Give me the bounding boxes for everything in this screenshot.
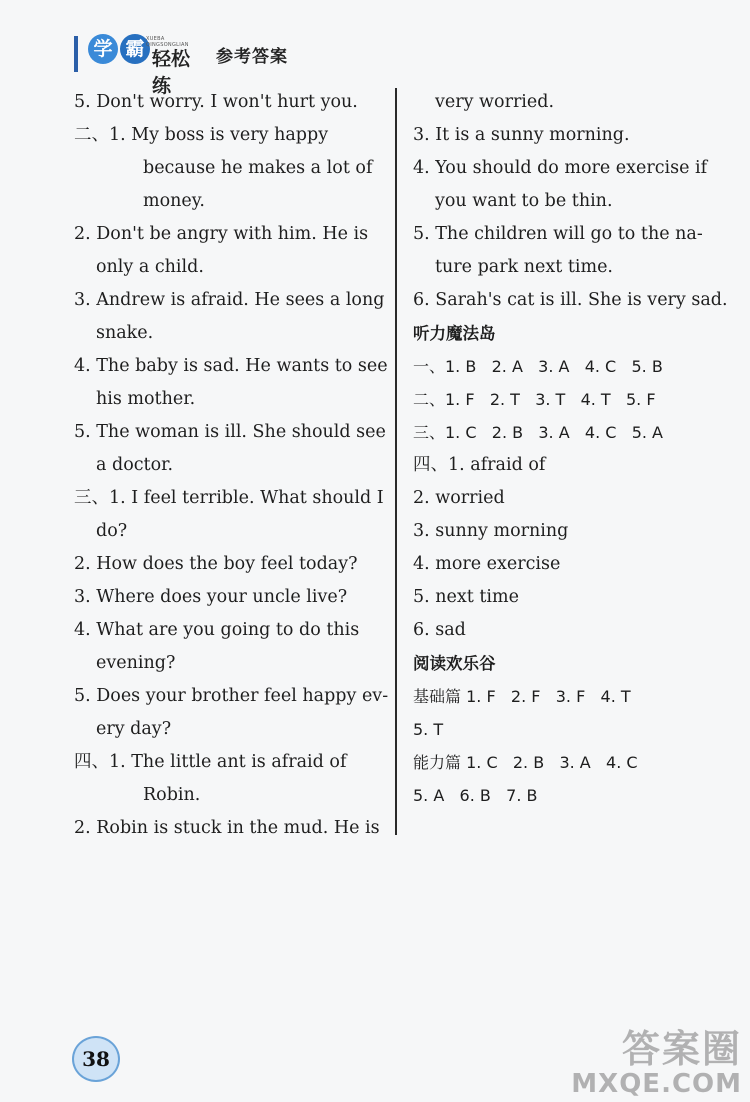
- answer-line: 二、1. My boss is very happy: [74, 125, 329, 145]
- answer-line: very worried.: [435, 92, 555, 112]
- answer-line: evening?: [96, 653, 176, 673]
- answer-key-line: 5. T: [413, 720, 444, 739]
- answer-line: 2. Robin is stuck in the mud. He is: [74, 818, 380, 838]
- page-header: [74, 34, 288, 97]
- answer-item: [74, 614, 380, 647]
- answer-line: do?: [96, 521, 128, 541]
- answer-item: [74, 746, 380, 779]
- answer-item: [74, 647, 380, 680]
- answer-line: you want to be thin.: [435, 191, 613, 211]
- answer-item: [74, 350, 388, 383]
- answer-item: [74, 779, 380, 812]
- section-heading: 听力魔法岛: [413, 324, 496, 343]
- answer-line: 6. sad: [413, 620, 466, 640]
- answer-line: 3. It is a sunny morning.: [413, 125, 630, 145]
- answer-item: [74, 284, 385, 317]
- answer-item: [74, 251, 380, 284]
- right-column: [413, 86, 728, 812]
- answer-item: [74, 482, 384, 515]
- answer-line: 2. How does the boy feel today?: [74, 554, 358, 574]
- answer-key-line: 能力篇 1. C 2. B 3. A 4. C: [413, 753, 638, 772]
- answer-key-line: 5. A 6. B 7. B: [413, 786, 538, 805]
- answer-line: 5. Don't worry. I won't hurt you.: [74, 92, 358, 112]
- answer-line: 3. Where does your uncle live?: [74, 587, 348, 607]
- answer-item: [74, 581, 380, 614]
- column-divider: [395, 88, 397, 835]
- answer-line: 4. more exercise: [413, 554, 561, 574]
- answer-line: because he makes a lot of: [143, 158, 373, 178]
- logo-char-2: 霸: [120, 34, 150, 64]
- logo-subtitle: XUEBA QINGSONGLIAN: [146, 36, 189, 48]
- answer-line: 4. What are you going to do this: [74, 620, 360, 640]
- answer-key-line: 二、1. F 2. T 3. T 4. T 5. F: [413, 390, 656, 409]
- logo-char-1: 学: [88, 34, 118, 64]
- answer-line: 3. sunny morning: [413, 521, 569, 541]
- book-logo: [84, 34, 206, 97]
- answer-item: [74, 152, 380, 218]
- answer-line: 4. You should do more exercise if: [413, 158, 708, 178]
- left-column: [74, 86, 389, 845]
- answer-line: 6. Sarah's cat is ill. She is very sad.: [413, 290, 728, 310]
- answer-line: a doctor.: [96, 455, 174, 475]
- answer-item: [74, 548, 380, 581]
- watermark-en: MXQE.COM: [571, 1069, 742, 1099]
- answer-line: 5. The woman is ill. She should see: [74, 422, 386, 442]
- answer-line: his mother.: [96, 389, 196, 409]
- answer-line: 四、1. The little ant is afraid of: [74, 752, 347, 772]
- logo-main-text: 轻松练: [152, 48, 191, 97]
- answer-line: 4. The baby is sad. He wants to see: [74, 356, 388, 376]
- answer-line: only a child.: [96, 257, 204, 277]
- section-heading: 阅读欢乐谷: [413, 654, 496, 673]
- answer-line: 5. The children will go to the na-: [413, 224, 703, 244]
- site-watermark: [571, 1018, 742, 1099]
- answer-key-line: 三、1. C 2. B 3. A 4. C 5. A: [413, 423, 664, 442]
- answer-line: money.: [143, 191, 205, 211]
- header-accent-bar: [74, 36, 78, 72]
- answer-line: 5. next time: [413, 587, 519, 607]
- answer-line: 三、1. I feel terrible. What should I: [74, 488, 384, 508]
- answer-item: [74, 383, 380, 416]
- header-title: 参考答案: [216, 46, 288, 67]
- answer-item: [74, 812, 380, 845]
- answer-item: [74, 515, 380, 548]
- page-number: 38: [72, 1036, 120, 1082]
- answer-line: 2. worried: [413, 488, 505, 508]
- answer-item: [74, 218, 380, 251]
- answer-line: snake.: [96, 323, 154, 343]
- answer-item: [74, 119, 380, 152]
- answer-line: 5. Does your brother feel happy ev-: [74, 686, 389, 706]
- answer-item: [74, 680, 389, 713]
- answer-line: ery day?: [96, 719, 172, 739]
- answer-key-line: 基础篇 1. F 2. F 3. F 4. T: [413, 687, 631, 706]
- answer-key-line: 一、1. B 2. A 3. A 4. C 5. B: [413, 357, 663, 376]
- answer-item: [74, 86, 380, 119]
- answer-line: Robin.: [143, 785, 201, 805]
- answer-line: ture park next time.: [435, 257, 613, 277]
- answer-item: [74, 317, 380, 350]
- watermark-cn: 答案圈: [621, 1027, 742, 1071]
- answer-item: [74, 713, 380, 746]
- answer-item: [74, 449, 380, 482]
- answer-line: 3. Andrew is afraid. He sees a long: [74, 290, 385, 310]
- answer-line: 2. Don't be angry with him. He is: [74, 224, 369, 244]
- answer-item: [74, 416, 386, 449]
- answer-line: 四、1. afraid of: [413, 455, 546, 475]
